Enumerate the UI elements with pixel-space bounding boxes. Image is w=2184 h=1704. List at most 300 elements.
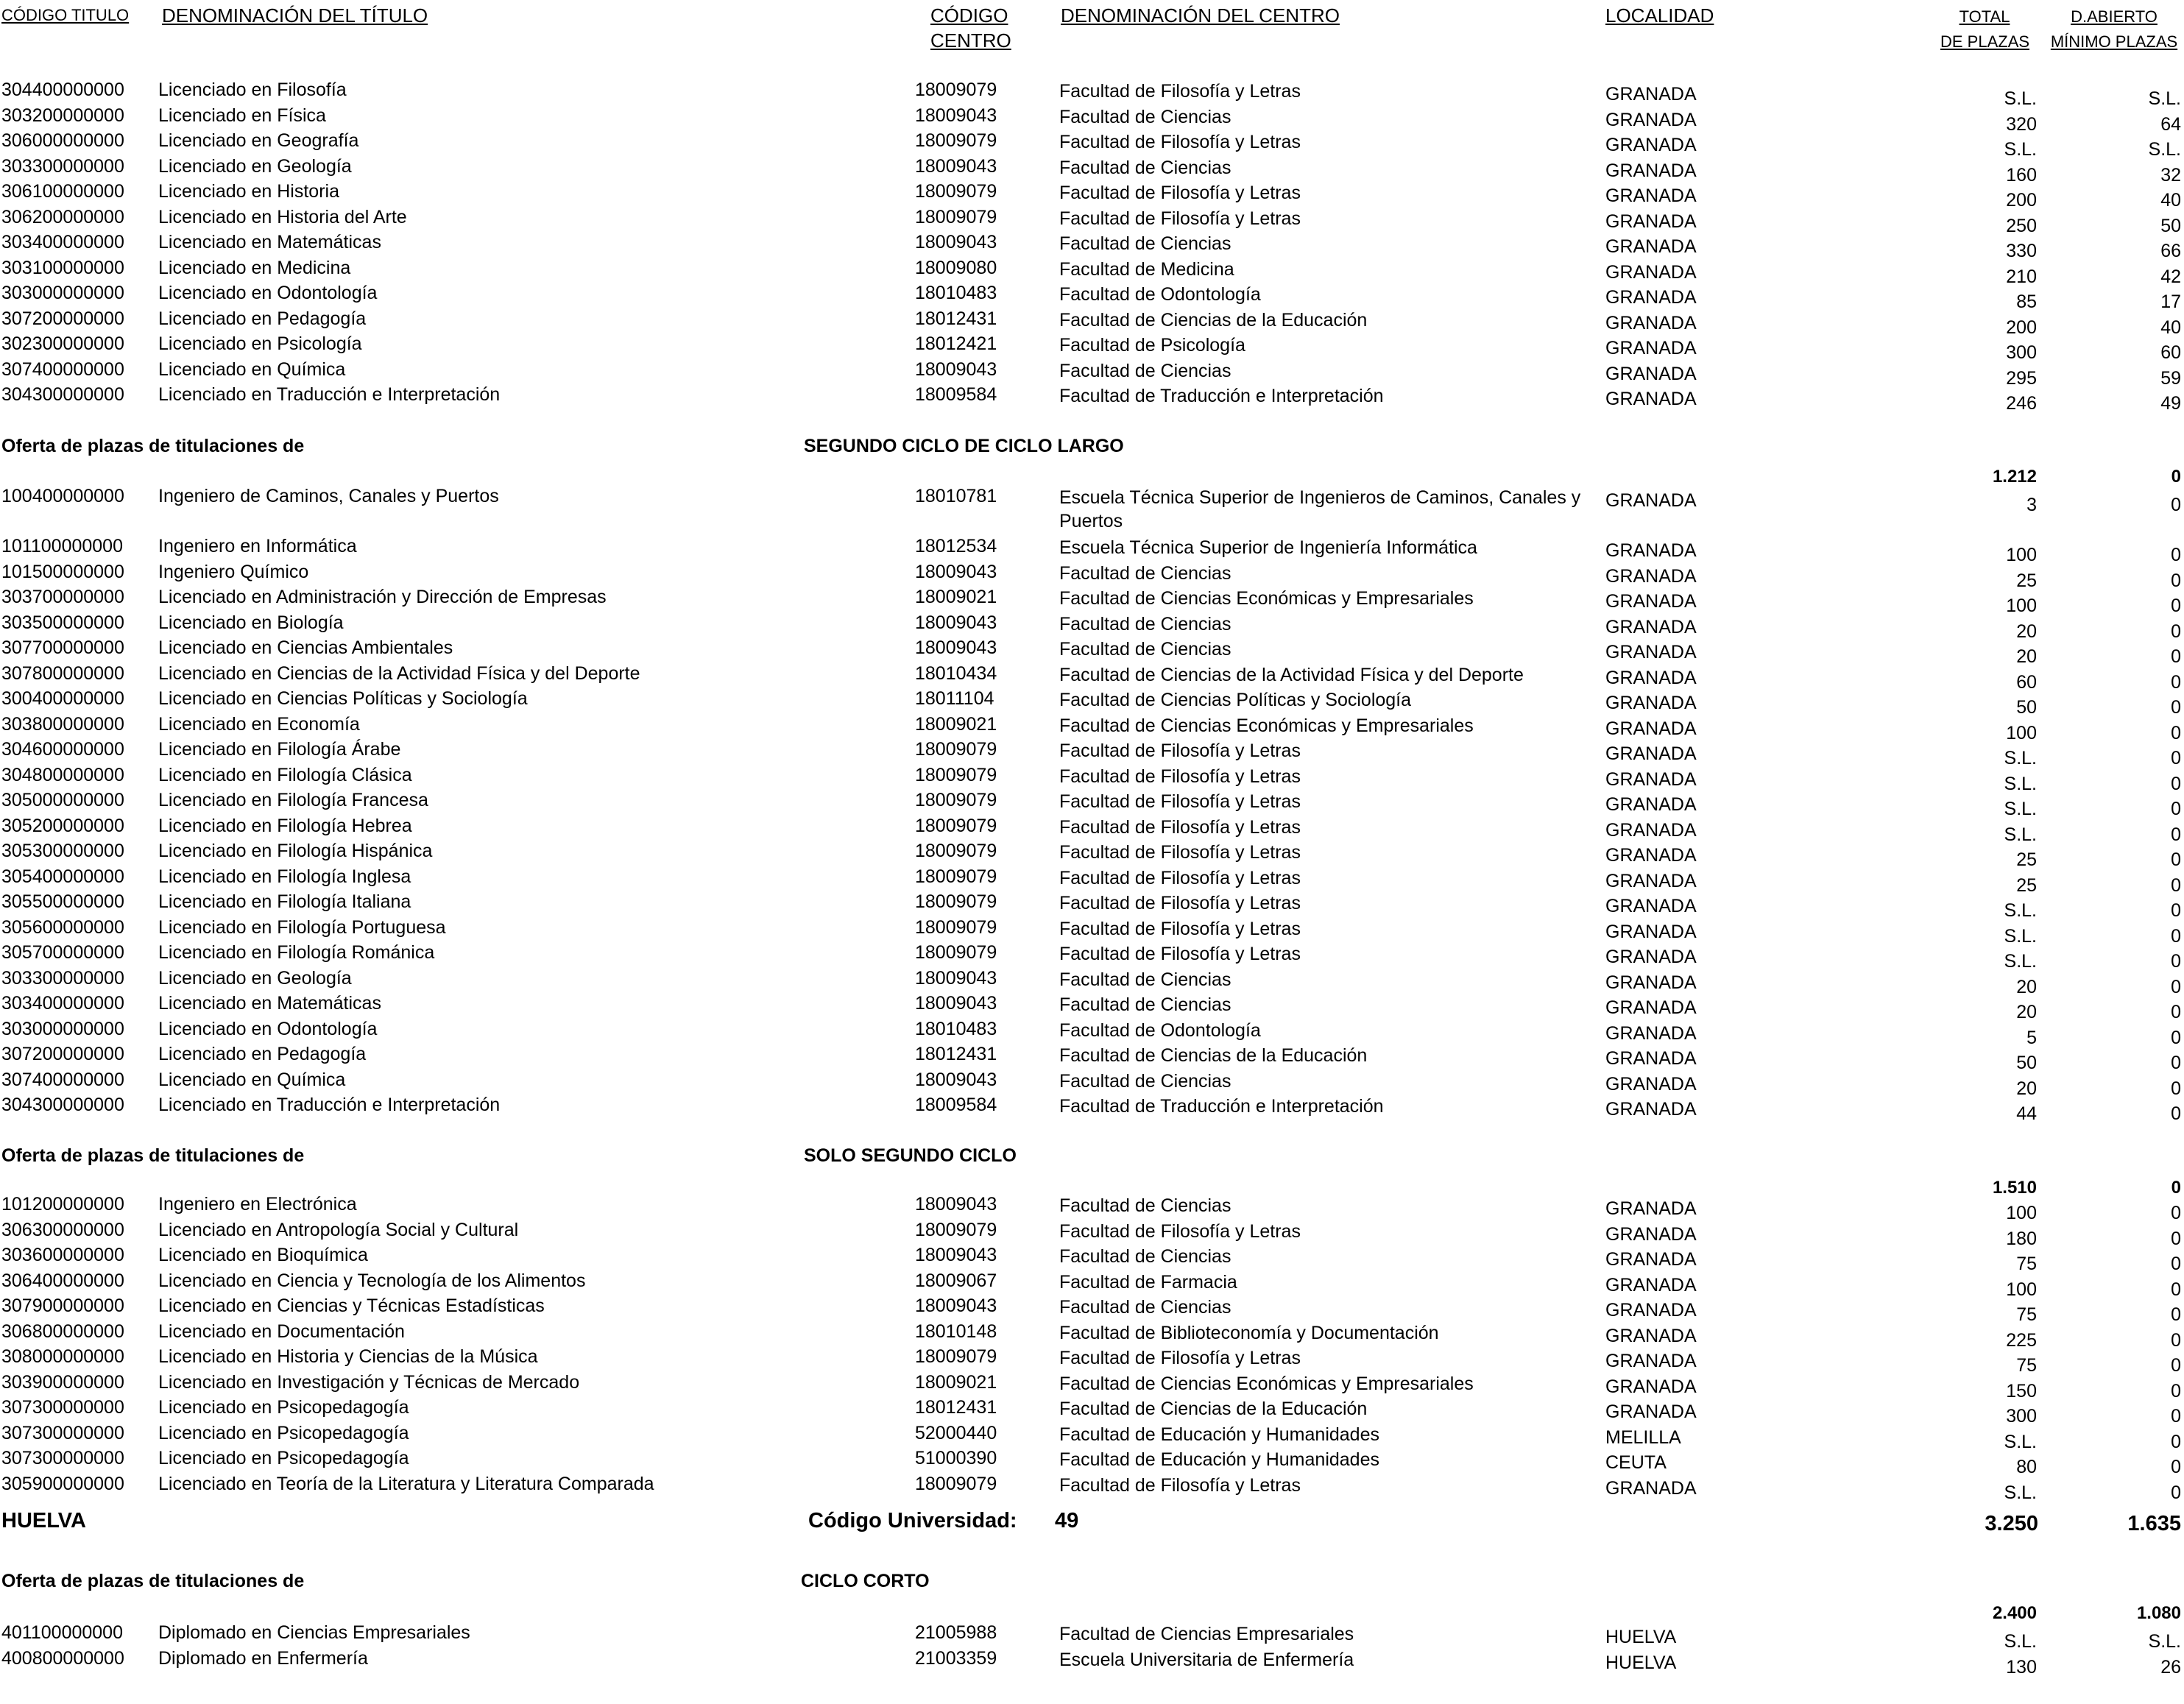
table-row	[0, 257, 2184, 287]
cell-title-name: Ingeniero Químico	[158, 561, 309, 582]
cell-total-places: S.L.	[2004, 824, 2037, 845]
cell-min-places: 0	[2171, 495, 2181, 515]
table-row	[0, 815, 2184, 845]
header-total-plazas	[1940, 4, 2029, 54]
table-row	[0, 993, 2184, 1022]
cell-title-code: 304300000000	[1, 1095, 124, 1115]
cell-title-code: 306800000000	[1, 1321, 124, 1342]
cell-title-code: 307900000000	[1, 1295, 124, 1316]
cell-center-code: 18012534	[915, 536, 997, 556]
cell-locality: GRANADA	[1605, 693, 1697, 713]
cell-title-code: 304600000000	[1, 739, 124, 760]
cell-min-places: 49	[2160, 393, 2181, 414]
cell-total-places: 300	[2006, 342, 2037, 363]
cell-min-places: 0	[2171, 1254, 2181, 1274]
cell-title-code: 303000000000	[1, 1018, 124, 1039]
cell-locality: GRANADA	[1605, 1376, 1697, 1397]
cell-title-code: 307300000000	[1, 1397, 124, 1418]
cell-center-code: 18009079	[915, 206, 997, 227]
header-denominacion-titulo: DENOMINACIÓN DEL TÍTULO	[162, 4, 428, 26]
cell-title-name: Licenciado en Psicopedagogía	[158, 1422, 409, 1443]
cell-title-name: Licenciado en Historia y Ciencias de la Música	[158, 1346, 538, 1367]
section-title-offer: Oferta de plazas de titulaciones de	[1, 1571, 305, 1591]
cell-total-places: 130	[2006, 1656, 2037, 1678]
cell-title-name: Licenciado en Antropología Social y Cultural	[158, 1219, 519, 1240]
cell-locality: GRANADA	[1605, 287, 1697, 308]
header-denominacion-centro: DENOMINACIÓN DEL CENTRO	[1061, 4, 1340, 26]
cell-title-code: 305900000000	[1, 1473, 124, 1494]
table-row	[0, 181, 2184, 211]
cell-total-places: 75	[2016, 1355, 2037, 1376]
cell-total-places: S.L.	[2004, 925, 2037, 947]
cell-total-places: 20	[2016, 621, 2037, 642]
cell-total-places: 160	[2006, 164, 2037, 185]
cell-min-places: 0	[2171, 799, 2181, 819]
cell-min-places: 59	[2160, 367, 2181, 389]
cell-center-code: 18010434	[915, 662, 997, 684]
cell-locality: GRANADA	[1605, 947, 1697, 967]
cell-title-name: Licenciado en Matemáticas	[158, 232, 381, 252]
cell-center-name: Facultad de Filosofía y Letras	[1059, 740, 1301, 761]
cell-center-code: 18009067	[915, 1270, 997, 1291]
cell-center-name: Facultad de Ciencias	[1059, 613, 1231, 634]
cell-center-name: Facultad de Ciencias Empresariales	[1059, 1624, 1354, 1644]
cell-title-name: Licenciado en Filología Italiana	[158, 891, 411, 912]
cell-center-name: Facultad de Filosofía y Letras	[1059, 1220, 1301, 1242]
cell-center-code: 18009043	[915, 155, 997, 177]
cell-center-name: Facultad de Filosofía y Letras	[1059, 816, 1301, 838]
cell-min-places: 0	[2171, 697, 2181, 718]
cell-center-name: Facultad de Ciencias de la Educación	[1059, 1045, 1368, 1066]
cell-title-code: 304300000000	[1, 384, 124, 405]
table-row	[0, 891, 2184, 921]
cell-title-code: 303100000000	[1, 257, 124, 278]
table-row	[0, 688, 2184, 718]
cell-min-places: 0	[2171, 849, 2181, 870]
table-row	[0, 713, 2184, 743]
cell-locality: GRANADA	[1605, 896, 1697, 916]
cell-total-places: 295	[2006, 367, 2037, 389]
cell-title-name: Licenciado en Economía	[158, 713, 360, 735]
cell-min-places: 0	[2171, 925, 2181, 947]
cell-title-code: 307400000000	[1, 358, 124, 380]
cell-title-code: 101500000000	[1, 561, 124, 582]
cell-title-name: Licenciado en Filosofía	[158, 79, 347, 100]
cell-center-name: Facultad de Psicología	[1059, 335, 1245, 356]
cell-title-name: Licenciado en Ciencia y Tecnología de los Alimentos	[158, 1270, 586, 1291]
table-row	[0, 561, 2184, 591]
cell-center-name: Escuela Universitaria de Enfermería	[1059, 1649, 1354, 1670]
table-row	[0, 1219, 2184, 1249]
cell-total-places: 100	[2006, 595, 2037, 616]
cell-total-places: 80	[2016, 1457, 2037, 1477]
cell-center-code: 18009043	[915, 1069, 997, 1090]
cell-title-name: Licenciado en Filología Hispánica	[158, 841, 433, 861]
cell-center-name: Facultad de Ciencias Políticas y Sociología	[1059, 690, 1412, 710]
cell-center-name: Facultad de Ciencias	[1059, 562, 1231, 584]
cell-locality: CEUTA	[1605, 1452, 1667, 1473]
cell-total-places: 3	[2026, 495, 2037, 515]
cell-center-name: Facultad de Farmacia	[1059, 1271, 1237, 1293]
cell-total-places: 25	[2016, 849, 2037, 870]
cell-total-places: S.L.	[2004, 88, 2037, 109]
cell-center-name: Facultad de Ciencias Económicas y Empresariales	[1059, 588, 1474, 609]
cell-title-name: Ingeniero de Caminos, Canales y Puertos	[158, 486, 499, 506]
cell-title-code: 300400000000	[1, 688, 124, 709]
cell-center-code: 18009079	[915, 739, 997, 760]
table-row	[0, 764, 2184, 794]
cell-title-name: Licenciado en Filología Clásica	[158, 764, 412, 785]
cell-total-places: 100	[2006, 545, 2037, 565]
cell-title-code: 306100000000	[1, 181, 124, 202]
cell-center-code: 18009043	[915, 358, 997, 380]
cell-total-places: 150	[2006, 1380, 2037, 1401]
cell-title-code: 303200000000	[1, 105, 124, 126]
cell-title-name: Licenciado en Bioquímica	[158, 1245, 368, 1265]
cell-title-name: Licenciado en Psicopedagogía	[158, 1448, 409, 1468]
cell-title-name: Licenciado en Ciencias y Técnicas Estadísticas	[158, 1295, 545, 1316]
cell-min-places: 0	[2171, 951, 2181, 972]
cell-min-places: 50	[2160, 215, 2181, 236]
cell-total-places: 75	[2016, 1254, 2037, 1274]
cell-center-name: Facultad de Educación y Humanidades	[1059, 1449, 1379, 1470]
university-name: HUELVA	[1, 1509, 86, 1532]
cell-center-name: Facultad de Filosofía y Letras	[1059, 183, 1301, 203]
header-codigo-centro-line2: CENTRO	[930, 29, 1011, 52]
cell-title-name: Licenciado en Odontología	[158, 1018, 378, 1039]
cell-title-name: Licenciado en Ciencias Ambientales	[158, 637, 453, 658]
cell-center-code: 18009043	[915, 612, 997, 633]
cell-min-places: 0	[2171, 545, 2181, 565]
cell-total-places: 44	[2016, 1103, 2037, 1124]
cell-title-code: 303700000000	[1, 587, 124, 607]
cell-title-name: Licenciado en Filología Portuguesa	[158, 916, 446, 938]
cell-center-code: 18009043	[915, 1245, 997, 1265]
cell-min-places: 0	[2171, 1203, 2181, 1223]
header-dabierto-minimo	[2046, 4, 2182, 54]
cell-locality: GRANADA	[1605, 1351, 1697, 1371]
cell-title-name: Licenciado en Química	[158, 358, 346, 380]
cell-min-places: 60	[2160, 342, 2181, 363]
cell-total-places: 50	[2016, 697, 2037, 718]
cell-center-code: 18009043	[915, 637, 997, 658]
table-row	[0, 1044, 2184, 1073]
cell-title-code: 305300000000	[1, 841, 124, 861]
cell-min-places: 66	[2160, 241, 2181, 261]
cell-total-places: 200	[2006, 317, 2037, 338]
cell-locality: HUELVA	[1605, 1652, 1677, 1673]
cell-center-name: Facultad de Filosofía y Letras	[1059, 1348, 1301, 1368]
table-row	[0, 1422, 2184, 1452]
cell-total-places: S.L.	[2004, 1482, 2037, 1503]
table-row	[0, 1321, 2184, 1351]
table-row	[0, 283, 2184, 312]
cell-title-code: 302300000000	[1, 333, 124, 354]
cell-center-name: Facultad de Ciencias	[1059, 969, 1231, 990]
cell-locality: HUELVA	[1605, 1627, 1677, 1647]
cell-center-name: Facultad de Educación y Humanidades	[1059, 1424, 1379, 1445]
university-code: 49	[1055, 1509, 1079, 1532]
cell-title-name: Licenciado en Filología Hebrea	[158, 815, 412, 836]
table-row	[0, 358, 2184, 389]
cell-center-name: Facultad de Filosofía y Letras	[1059, 791, 1301, 812]
cell-min-places: 0	[2171, 646, 2181, 667]
cell-title-name: Licenciado en Física	[158, 105, 326, 126]
cell-title-code: 306000000000	[1, 130, 124, 151]
cell-title-code: 305000000000	[1, 790, 124, 810]
cell-center-code: 18010148	[915, 1321, 997, 1342]
cell-title-name: Licenciado en Ciencias de la Actividad Física y del Deporte	[158, 662, 640, 684]
cell-min-places: 0	[2171, 976, 2181, 997]
section-min: 1.080	[2136, 1603, 2181, 1623]
cell-total-places: S.L.	[2004, 799, 2037, 819]
cell-center-code: 18009080	[915, 257, 997, 278]
cell-min-places: 0	[2171, 671, 2181, 693]
cell-total-places: 250	[2006, 215, 2037, 236]
cell-min-places: 42	[2160, 266, 2181, 287]
section-title-segundo-ciclo-largo: SEGUNDO CICLO DE CICLO LARGO	[804, 436, 1124, 456]
cell-locality: GRANADA	[1605, 84, 1697, 105]
cell-locality: MELILLA	[1605, 1427, 1681, 1448]
cell-locality: GRANADA	[1605, 743, 1697, 764]
table-row	[0, 206, 2184, 236]
cell-min-places: 0	[2171, 824, 2181, 845]
cell-center-name: Facultad de Filosofía y Letras	[1059, 944, 1301, 964]
cell-center-name: Facultad de Medicina	[1059, 258, 1234, 280]
header-codigo-centro	[930, 3, 1011, 53]
cell-center-code: 18009079	[915, 181, 997, 202]
cell-title-name: Licenciado en Geografía	[158, 130, 359, 151]
cell-total-places: 180	[2006, 1228, 2037, 1249]
cell-min-places: 0	[2171, 874, 2181, 896]
cell-title-name: Licenciado en Administración y Dirección de Empresas	[158, 587, 607, 607]
cell-total-places: 320	[2006, 113, 2037, 135]
cell-center-code: 18009079	[915, 841, 997, 861]
cell-title-code: 303400000000	[1, 993, 124, 1014]
cell-title-code: 304800000000	[1, 764, 124, 785]
cell-center-code: 18009079	[915, 1346, 997, 1367]
cell-title-name: Licenciado en Odontología	[158, 283, 378, 303]
cell-title-code: 401100000000	[1, 1622, 123, 1643]
table-row	[0, 1647, 2184, 1678]
table-row	[0, 1473, 2184, 1503]
table-row	[0, 130, 2184, 160]
cell-title-name: Licenciado en Investigación y Técnicas de Mercado	[158, 1371, 580, 1393]
cell-title-name: Licenciado en Historia del Arte	[158, 206, 407, 227]
cell-title-code: 100400000000	[1, 486, 124, 506]
cell-total-places: 20	[2016, 1002, 2037, 1022]
cell-locality: GRANADA	[1605, 1477, 1697, 1499]
cell-total-places: S.L.	[2004, 900, 2037, 921]
cell-center-name: Facultad de Filosofía y Letras	[1059, 208, 1301, 229]
cell-center-name: Facultad de Filosofía y Letras	[1059, 1474, 1301, 1496]
cell-center-code: 18009021	[915, 713, 997, 735]
cell-locality: GRANADA	[1605, 363, 1697, 384]
cell-min-places: 0	[2171, 1078, 2181, 1099]
cell-total-places: 25	[2016, 570, 2037, 591]
cell-title-name: Ingeniero en Informática	[158, 536, 357, 556]
cell-locality: GRANADA	[1605, 997, 1697, 1018]
cell-center-code: 18009079	[915, 942, 997, 963]
cell-locality: GRANADA	[1605, 211, 1697, 232]
cell-total-places: 210	[2006, 266, 2037, 287]
header-codigo-titulo: CÓDIGO TITULO	[1, 6, 130, 24]
cell-center-code: 18009043	[915, 967, 997, 989]
section-total: 2.400	[1992, 1603, 2037, 1623]
cell-title-code: 101200000000	[1, 1194, 124, 1215]
cell-title-name: Licenciado en Filología Inglesa	[158, 866, 411, 887]
cell-min-places: 0	[2171, 570, 2181, 591]
cell-center-code: 18009079	[915, 1473, 997, 1494]
cell-title-code: 303800000000	[1, 713, 124, 735]
table-row	[0, 662, 2184, 693]
table-row	[0, 637, 2184, 667]
cell-title-code: 304400000000	[1, 79, 124, 100]
cell-center-code: 18009584	[915, 384, 997, 405]
table-row	[0, 612, 2184, 642]
header-codigo-centro-line1: CÓDIGO	[930, 4, 1008, 26]
cell-center-name: Facultad de Filosofía y Letras	[1059, 918, 1301, 939]
cell-center-code: 18010483	[915, 1018, 997, 1039]
cell-center-name: Facultad de Ciencias	[1059, 1297, 1231, 1318]
cell-title-code: 303600000000	[1, 1245, 124, 1265]
cell-total-places: S.L.	[2004, 1631, 2037, 1652]
cell-locality: GRANADA	[1605, 1099, 1697, 1120]
cell-locality: GRANADA	[1605, 1300, 1697, 1321]
cell-title-name: Licenciado en Filología Románica	[158, 942, 435, 963]
cell-min-places: 0	[2171, 900, 2181, 921]
table-row	[0, 1095, 2184, 1124]
cell-locality: GRANADA	[1605, 1274, 1697, 1295]
table-row	[0, 1194, 2184, 1223]
cell-title-code: 303500000000	[1, 612, 124, 633]
cell-center-code: 18009043	[915, 105, 997, 126]
cell-title-name: Licenciado en Medicina	[158, 257, 351, 278]
cell-total-places: 20	[2016, 976, 2037, 997]
section-total: 1.212	[1992, 467, 2037, 487]
cell-title-code: 305600000000	[1, 916, 124, 938]
cell-locality: GRANADA	[1605, 261, 1697, 283]
table-row	[0, 79, 2184, 109]
cell-title-name: Licenciado en Filología Árabe	[158, 739, 401, 760]
cell-locality: GRANADA	[1605, 591, 1697, 612]
cell-min-places: S.L.	[2148, 88, 2181, 109]
cell-min-places: 40	[2160, 317, 2181, 338]
cell-locality: GRANADA	[1605, 972, 1697, 993]
cell-center-name: Facultad de Filosofía y Letras	[1059, 893, 1301, 913]
cell-total-places: 5	[2026, 1027, 2037, 1048]
cell-title-code: 305700000000	[1, 942, 124, 963]
cell-center-name: Facultad de Filosofía y Letras	[1059, 867, 1301, 888]
cell-title-code: 307200000000	[1, 1044, 124, 1064]
cell-total-places: 60	[2016, 671, 2037, 693]
table-row	[0, 105, 2184, 135]
cell-center-code: 18009021	[915, 587, 997, 607]
cell-locality: GRANADA	[1605, 135, 1697, 155]
cell-locality: GRANADA	[1605, 1325, 1697, 1346]
cell-min-places: S.L.	[2148, 1631, 2181, 1652]
cell-title-name: Licenciado en Pedagogía	[158, 1044, 367, 1064]
cell-min-places: 32	[2160, 164, 2181, 185]
cell-total-places: S.L.	[2004, 951, 2037, 972]
cell-center-code: 18009043	[915, 993, 997, 1014]
section-min: 0	[2171, 467, 2181, 487]
cell-title-code: 305500000000	[1, 891, 124, 912]
table-row	[0, 866, 2184, 896]
cell-title-name: Diplomado en Ciencias Empresariales	[158, 1622, 470, 1643]
cell-center-code: 52000440	[915, 1422, 997, 1443]
table-row	[0, 841, 2184, 870]
cell-total-places: S.L.	[2004, 748, 2037, 768]
cell-min-places: 0	[2171, 1103, 2181, 1124]
cell-min-places: 0	[2171, 1380, 2181, 1401]
cell-title-code: 307200000000	[1, 308, 124, 329]
cell-center-name: Facultad de Filosofía y Letras	[1059, 81, 1301, 102]
table-row	[0, 1346, 2184, 1376]
table-row	[0, 1245, 2184, 1274]
cell-total-places: 200	[2006, 190, 2037, 211]
cell-min-places: 26	[2160, 1656, 2181, 1678]
cell-title-code: 305400000000	[1, 866, 124, 887]
cell-min-places: 0	[2171, 773, 2181, 794]
cell-center-name: Facultad de Ciencias	[1059, 157, 1231, 178]
table-row	[0, 1018, 2184, 1048]
cell-total-places: 300	[2006, 1406, 2037, 1427]
cell-total-places: 50	[2016, 1053, 2037, 1073]
table-row	[0, 1448, 2184, 1477]
cell-center-code: 18009584	[915, 1095, 997, 1115]
cell-center-name: Facultad de Biblioteconomía y Documentación	[1059, 1322, 1439, 1343]
cell-center-name: Facultad de Ciencias de la Educación	[1059, 1399, 1368, 1419]
cell-locality: GRANADA	[1605, 1048, 1697, 1069]
cell-min-places: 0	[2171, 1002, 2181, 1022]
section-title-offer: Oferta de plazas de titulaciones de	[1, 436, 305, 456]
cell-total-places: 330	[2006, 241, 2037, 261]
table-row	[0, 916, 2184, 947]
cell-center-code: 18009079	[915, 790, 997, 810]
cell-center-name: Facultad de Filosofía y Letras	[1059, 132, 1301, 152]
section-total: 1.510	[1992, 1178, 2037, 1198]
cell-center-code: 18009079	[915, 815, 997, 836]
cell-locality: GRANADA	[1605, 819, 1697, 841]
cell-total-places: 100	[2006, 722, 2037, 743]
cell-min-places: 0	[2171, 621, 2181, 642]
cell-min-places: 0	[2171, 1329, 2181, 1351]
cell-locality: GRANADA	[1605, 616, 1697, 637]
table-row	[0, 942, 2184, 972]
university-code-label: Código Universidad:	[808, 1509, 1017, 1532]
cell-title-code: 307400000000	[1, 1069, 124, 1090]
cell-min-places: 0	[2171, 1355, 2181, 1376]
cell-total-places: 20	[2016, 1078, 2037, 1099]
cell-center-code: 21003359	[915, 1647, 997, 1669]
cell-title-code: 307800000000	[1, 662, 124, 684]
cell-center-code: 21005988	[915, 1622, 997, 1643]
table-row	[0, 587, 2184, 616]
cell-min-places: 0	[2171, 1027, 2181, 1048]
cell-center-code: 18009079	[915, 764, 997, 785]
header-dabierto-line2: MÍNIMO PLAZAS	[2050, 32, 2178, 51]
table-row	[0, 486, 2184, 531]
cell-title-name: Licenciado en Teoría de la Literatura y Literatura Comparada	[158, 1473, 654, 1494]
university-total: 3.250	[1985, 1512, 2038, 1535]
table-row	[0, 1295, 2184, 1325]
cell-center-name: Facultad de Ciencias	[1059, 639, 1231, 660]
cell-title-code: 307700000000	[1, 637, 124, 658]
cell-locality: GRANADA	[1605, 1223, 1697, 1245]
table-row	[0, 1270, 2184, 1300]
cell-total-places: 100	[2006, 1203, 2037, 1223]
